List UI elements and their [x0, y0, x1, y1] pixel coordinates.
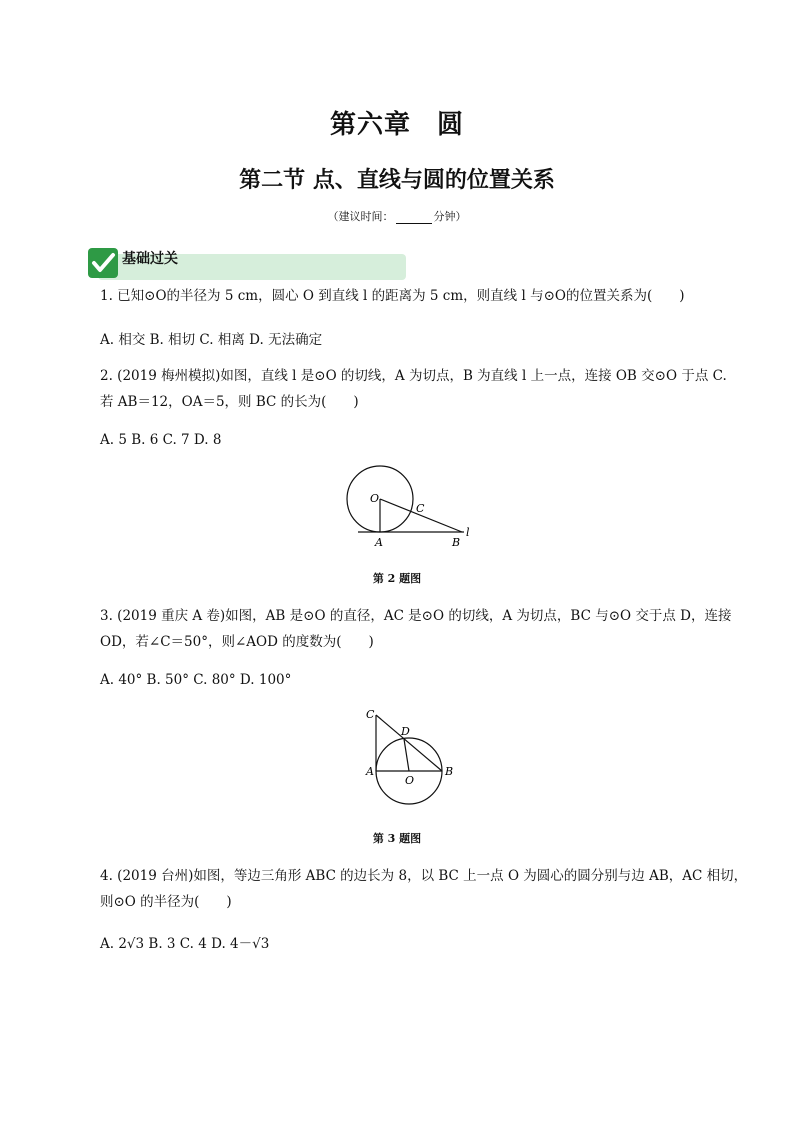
question-2-options: A. 5 B. 6 C. 7 D. 8 — [100, 432, 222, 448]
chapter-title — [0, 104, 794, 141]
question-3-line-1: 3. (2019 重庆 A 卷)如图，AB 是⊙O 的直径，AC 是⊙O 的切线，A 为切点，BC 与⊙O 交于点 D，连接 — [100, 608, 732, 624]
time-blank[interactable] — [396, 213, 432, 224]
figure-q3-caption: 第 3 题图 — [372, 832, 422, 845]
suggested-time: （建议时间： 分钟） — [327, 210, 467, 223]
question-3-line-2: OD，若∠C＝50°，则∠AOD 的度数为( ) — [100, 634, 374, 650]
label-l: l — [466, 526, 470, 539]
question-1-options: A. 相交 B. 相切 C. 相离 D. 无法确定 — [100, 332, 323, 348]
badge-label: 基础过关 — [122, 251, 178, 267]
basic-section-badge — [88, 248, 406, 280]
checkmark-icon — [88, 248, 118, 278]
figure-q2 — [330, 462, 490, 552]
figure-q3 — [358, 700, 468, 810]
section-title: 第二节 点、直线与圆的位置关系 — [239, 168, 555, 193]
question-2-line-2: 若 AB＝12，OA＝5，则 BC 的长为( ) — [100, 394, 359, 410]
label-b: B — [445, 765, 454, 778]
label-o: O — [370, 492, 380, 505]
question-2-line-1: 2. (2019 梅州模拟)如图，直线 l 是⊙O 的切线，A 为切点，B 为直线 l 上一点，连接 OB 交⊙O 于点 C. — [100, 368, 727, 384]
label-c: C — [416, 502, 425, 515]
chapter-name: 圆 — [437, 110, 465, 140]
label-a: A — [375, 536, 383, 549]
label-o: O — [405, 774, 415, 787]
question-3-options: A. 40° B. 50° C. 80° D. 100° — [100, 672, 292, 688]
question-4-line-2: 则⊙O 的半径为( ) — [100, 894, 232, 910]
label-a: A — [366, 765, 374, 778]
figure-q2-caption: 第 2 题图 — [372, 572, 422, 585]
question-1: 1. 已知⊙O的半径为 5 cm，圆心 O 到直线 l 的距离为 5 cm，则直线 l 与⊙O的位置关系为( ) — [100, 288, 685, 304]
question-4-options: A. 2√3 B. 3 C. 4 D. 4－√3 — [100, 936, 270, 952]
label-c: C — [366, 708, 375, 721]
chapter-number: 第六章 — [329, 110, 411, 140]
label-d: D — [401, 725, 410, 738]
label-b: B — [452, 536, 461, 549]
question-4-line-1: 4. (2019 台州)如图，等边三角形 ABC 的边长为 8，以 BC 上一点 O 为圆心的圆分别与边 AB，AC 相切， — [100, 868, 748, 884]
segment-od — [404, 739, 409, 771]
segment-bc — [376, 715, 442, 771]
